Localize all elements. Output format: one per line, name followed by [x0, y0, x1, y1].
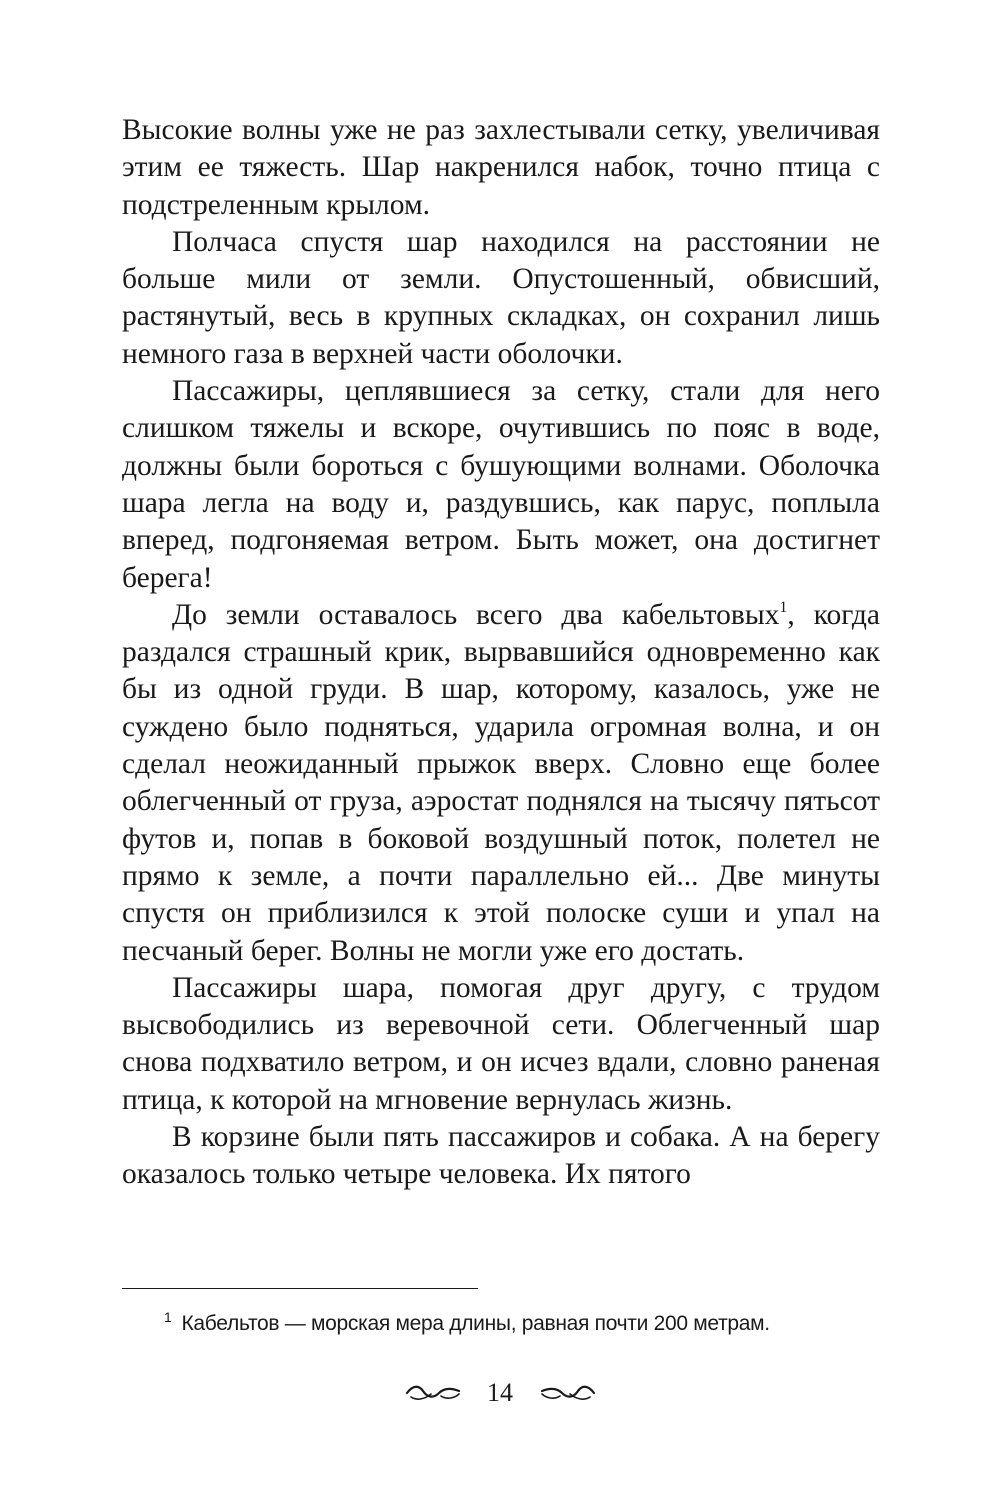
paragraph-4-before: До земли оставалось всего два кабельтовых [172, 598, 780, 631]
footnote-text: Кабельтов — морская мера длины, равная почти 200 метрам. [181, 1312, 770, 1335]
footnote [122, 1310, 880, 1338]
paragraph-4-after: , когда раздался страшный крик, вырвавшийся одновременно как бы из одной груди. В шар, которому, казалось, уже не суждено было подняться, ударила огромная волна, и он сделал неожиданный прыжок вверх. Словно еще более облегченный от груза, аэростат поднялся на тысячу пятьсот футов и, попав в боковой воздушный поток, полетел не прямо к земле, а почти параллельно ей... Две минуты спустя он приблизился к этой полоске суши и упал на песчаный берег. Волны не могли уже его достать. [122, 598, 880, 967]
page-footer [0, 1376, 1000, 1408]
paragraph-3: Пассажиры, цеплявшиеся за сетку, стали для него слишком тяжелы и вскоре, очутившись по пояс в воде, должны были бороться с бушующими волнами. Оболочка шара легла на воду и, раздувшись, как парус, поплыла вперед, подгоняемая ветром. Быть может, она достигнет берега! [122, 375, 880, 594]
paragraph-1: Высокие волны уже не раз захлестывали сетку, увеличивая этим ее тяжесть. Шар накренился набок, точно птица с подстреленным крылом. [122, 114, 880, 221]
paragraph-6: В корзине были пять пассажиров и собака. А на берегу оказалось только четыре человека. Их пятого [122, 1121, 880, 1191]
body-text [122, 112, 880, 1194]
page-number: 14 [487, 1378, 513, 1408]
paragraph-4 [122, 597, 880, 970]
footnote-marker: 1 [164, 1309, 172, 1325]
swash-ornament-icon [405, 1384, 461, 1402]
footnote-reference[interactable]: 1 [779, 598, 788, 616]
paragraph-2: Полчаса спустя шар находился на расстоянии не больше мили от земли. Опустошенный, обвисший, растянутый, весь в крупных складках, он сохранил лишь немного газа в верхней части оболочки. [122, 225, 880, 370]
page-body [122, 112, 880, 1194]
footnote-divider [122, 1288, 478, 1289]
swash-ornament-icon [540, 1384, 596, 1402]
paragraph-5: Пассажиры шара, помогая друг другу, с трудом высвободились из веревочной сети. Облегченный шар снова подхватило ветром, и он исчез вдали, словно раненая птица, к которой на мгновение вернулась жизнь. [122, 971, 880, 1116]
